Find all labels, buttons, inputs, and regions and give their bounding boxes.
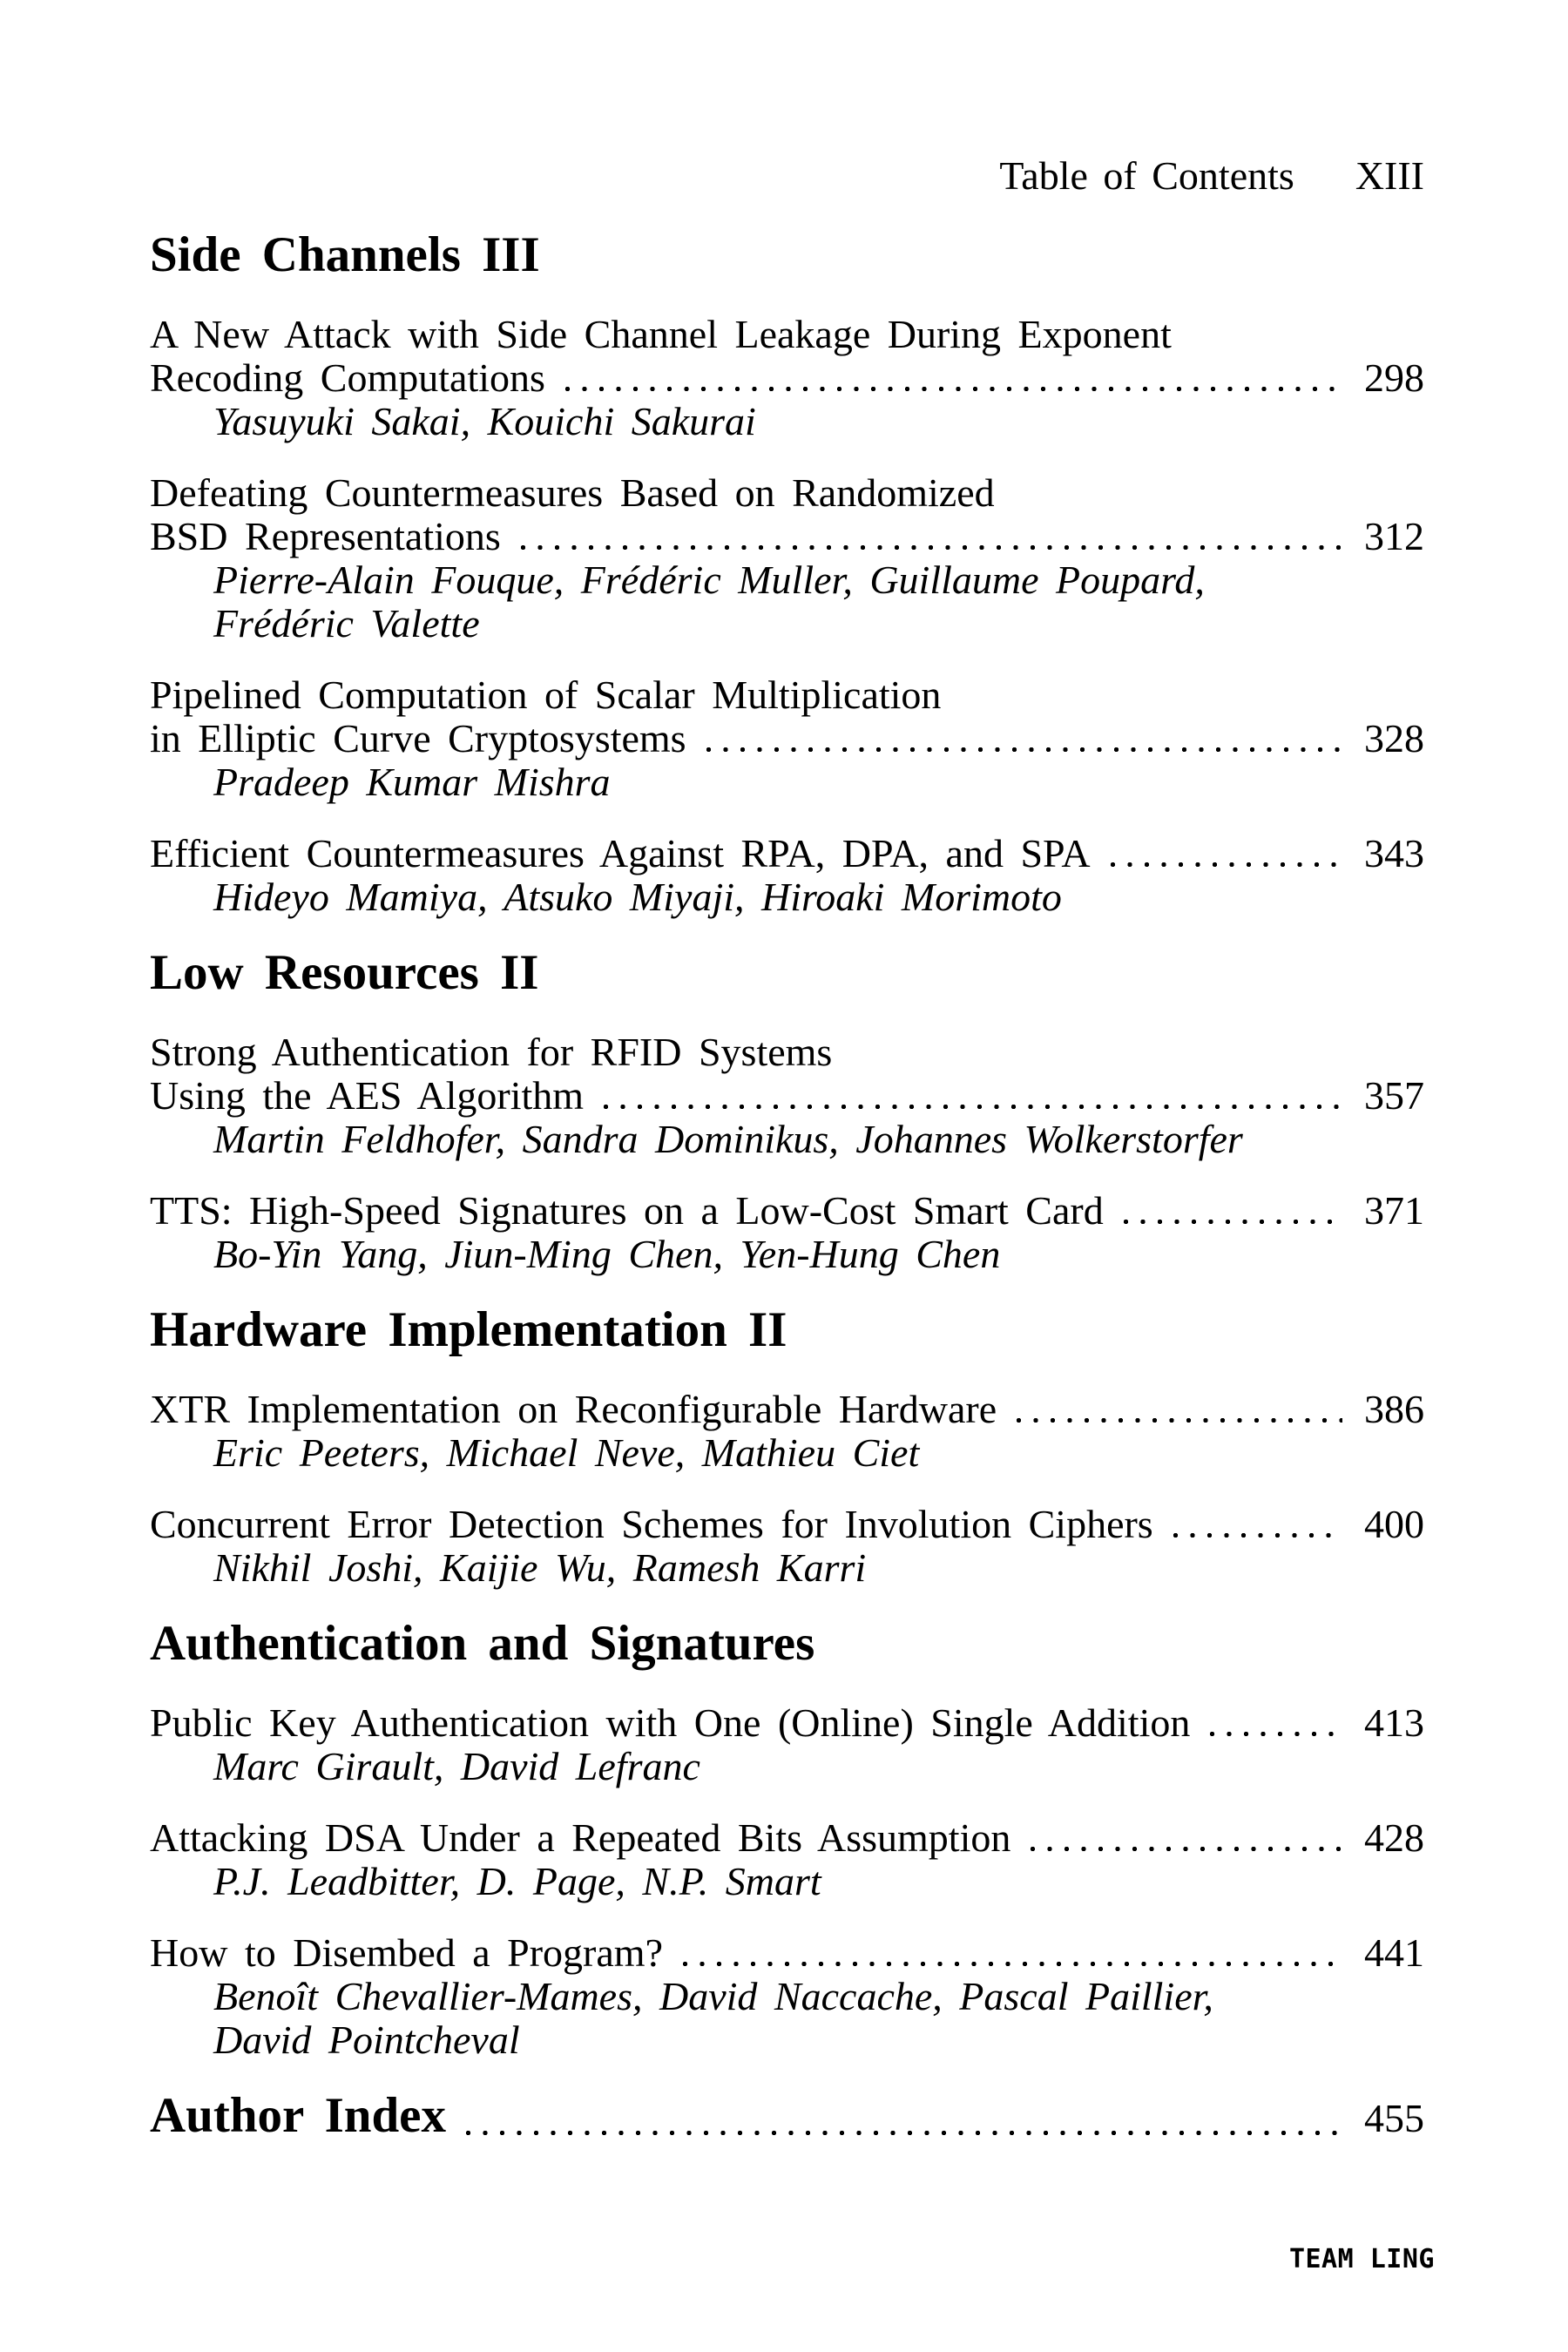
dot-leader <box>1209 1731 1342 1737</box>
entry-title-line: in Elliptic Curve Cryptosystems <box>150 716 686 760</box>
entry-leader-row <box>150 515 1424 558</box>
entry-title-line: Efficient Countermeasures Against RPA, DPA, and SPA <box>150 831 1091 875</box>
entry-page-number: 386 <box>1364 1387 1424 1431</box>
entry-leader-row <box>150 1701 1424 1745</box>
entry-title-line: BSD Representations <box>150 514 501 558</box>
toc-entry <box>150 1031 1424 1161</box>
dot-leader <box>465 2130 1342 2136</box>
dot-leader <box>564 386 1342 392</box>
entry-authors: Nikhil Joshi, Kaijie Wu, Ramesh Karri <box>213 1545 867 1590</box>
entry-title-line: Pipelined Computation of Scalar Multiplication <box>150 672 942 717</box>
entry-page-number: 371 <box>1364 1188 1424 1233</box>
entry-title-line: Using the AES Algorithm <box>150 1073 585 1118</box>
toc-entry <box>150 471 1424 645</box>
section-heading: Hardware Implementation II <box>150 1302 787 1357</box>
running-title: Table of Contents <box>999 153 1294 198</box>
team-ling-watermark: TEAM LING <box>1288 2244 1435 2274</box>
section-heading: Low Resources II <box>150 945 539 1000</box>
entry-title-line: A New Attack with Side Channel Leakage During Exponent <box>150 312 1172 356</box>
dot-leader <box>706 747 1342 753</box>
entry-authors: Pradeep Kumar Mishra <box>213 760 611 804</box>
toc-entry <box>150 1816 1424 1903</box>
dot-leader <box>682 1961 1342 1967</box>
entry-page-number: 428 <box>1364 1815 1424 1860</box>
entry-title-line: Concurrent Error Detection Schemes for Involution Ciphers <box>150 1502 1153 1546</box>
toc-entry <box>150 832 1424 919</box>
dot-leader <box>1173 1532 1342 1538</box>
toc-content <box>150 0 1424 2145</box>
author-index-heading <box>150 2090 1424 2145</box>
toc-entry <box>150 673 1424 804</box>
author-index-label: Author Index <box>150 2088 446 2143</box>
author-index-page-number: 455 <box>1364 2096 1424 2140</box>
section-heading: Authentication and Signatures <box>150 1616 815 1671</box>
entry-leader-row <box>150 1074 1424 1118</box>
entry-authors: Martin Feldhofer, Sandra Dominikus, Johannes Wolkerstorfer <box>213 1117 1243 1161</box>
page-number-roman: XIII <box>1355 153 1424 198</box>
entry-leader-row <box>150 1931 1424 1975</box>
toc-entry <box>150 1931 1424 2062</box>
dot-leader <box>520 544 1342 551</box>
entry-authors: Hideyo Mamiya, Atsuko Miyaji, Hiroaki Morimoto <box>213 875 1062 919</box>
toc-entry <box>150 1701 1424 1788</box>
entry-leader-row <box>150 832 1424 875</box>
entry-leader-row <box>150 1189 1424 1233</box>
entry-title-line: Recoding Computations <box>150 355 545 400</box>
entry-title-line: XTR Implementation on Reconfigurable Hardware <box>150 1387 997 1431</box>
dot-leader <box>1016 1417 1342 1423</box>
entry-title-line: Strong Authentication for RFID Systems <box>150 1030 833 1074</box>
entry-title-line: How to Disembed a Program? <box>150 1930 663 1975</box>
entry-leader-row <box>150 356 1424 400</box>
dot-leader <box>1110 862 1342 868</box>
entry-authors: Marc Girault, David Lefranc <box>213 1744 700 1788</box>
entry-authors: David Pointcheval <box>213 2017 520 2062</box>
entry-page-number: 413 <box>1364 1700 1424 1745</box>
toc-entry <box>150 1503 1424 1590</box>
toc-entry <box>150 1388 1424 1475</box>
entry-page-number: 298 <box>1364 355 1424 400</box>
entry-title-line: Public Key Authentication with One (Online) Single Addition <box>150 1700 1191 1745</box>
section-heading: Side Channels III <box>150 227 540 282</box>
dot-leader <box>603 1104 1342 1110</box>
entry-leader-row <box>150 717 1424 760</box>
toc-entry <box>150 313 1424 443</box>
entry-page-number: 312 <box>1364 514 1424 558</box>
entry-page-number: 441 <box>1364 1930 1424 1975</box>
entry-title-line: Attacking DSA Under a Repeated Bits Assumption <box>150 1815 1011 1860</box>
entry-title-line: Defeating Countermeasures Based on Randomized <box>150 470 995 515</box>
entry-leader-row <box>150 1388 1424 1431</box>
entry-page-number: 328 <box>1364 716 1424 760</box>
entry-authors: Yasuyuki Sakai, Kouichi Sakurai <box>213 399 756 443</box>
entry-title-line: TTS: High-Speed Signatures on a Low-Cost Smart Card <box>150 1188 1104 1233</box>
entry-authors: P.J. Leadbitter, D. Page, N.P. Smart <box>213 1859 821 1903</box>
dot-leader <box>1123 1219 1342 1225</box>
entry-leader-row <box>150 1503 1424 1546</box>
dot-leader <box>1030 1846 1342 1852</box>
entry-page-number: 357 <box>1364 1073 1424 1118</box>
entry-authors: Eric Peeters, Michael Neve, Mathieu Ciet <box>213 1430 920 1475</box>
entry-authors: Bo-Yin Yang, Jiun-Ming Chen, Yen-Hung Chen <box>213 1232 1001 1276</box>
entry-page-number: 400 <box>1364 1502 1424 1546</box>
entry-authors: Frédéric Valette <box>213 601 480 645</box>
entry-leader-row <box>150 1816 1424 1860</box>
entry-page-number: 343 <box>1364 831 1424 875</box>
toc-entry <box>150 1189 1424 1276</box>
entry-authors: Benoît Chevallier-Mames, David Naccache, Pascal Paillier, <box>213 1974 1213 2018</box>
entry-authors: Pierre-Alain Fouque, Frédéric Muller, Guillaume Poupard, <box>213 558 1205 602</box>
